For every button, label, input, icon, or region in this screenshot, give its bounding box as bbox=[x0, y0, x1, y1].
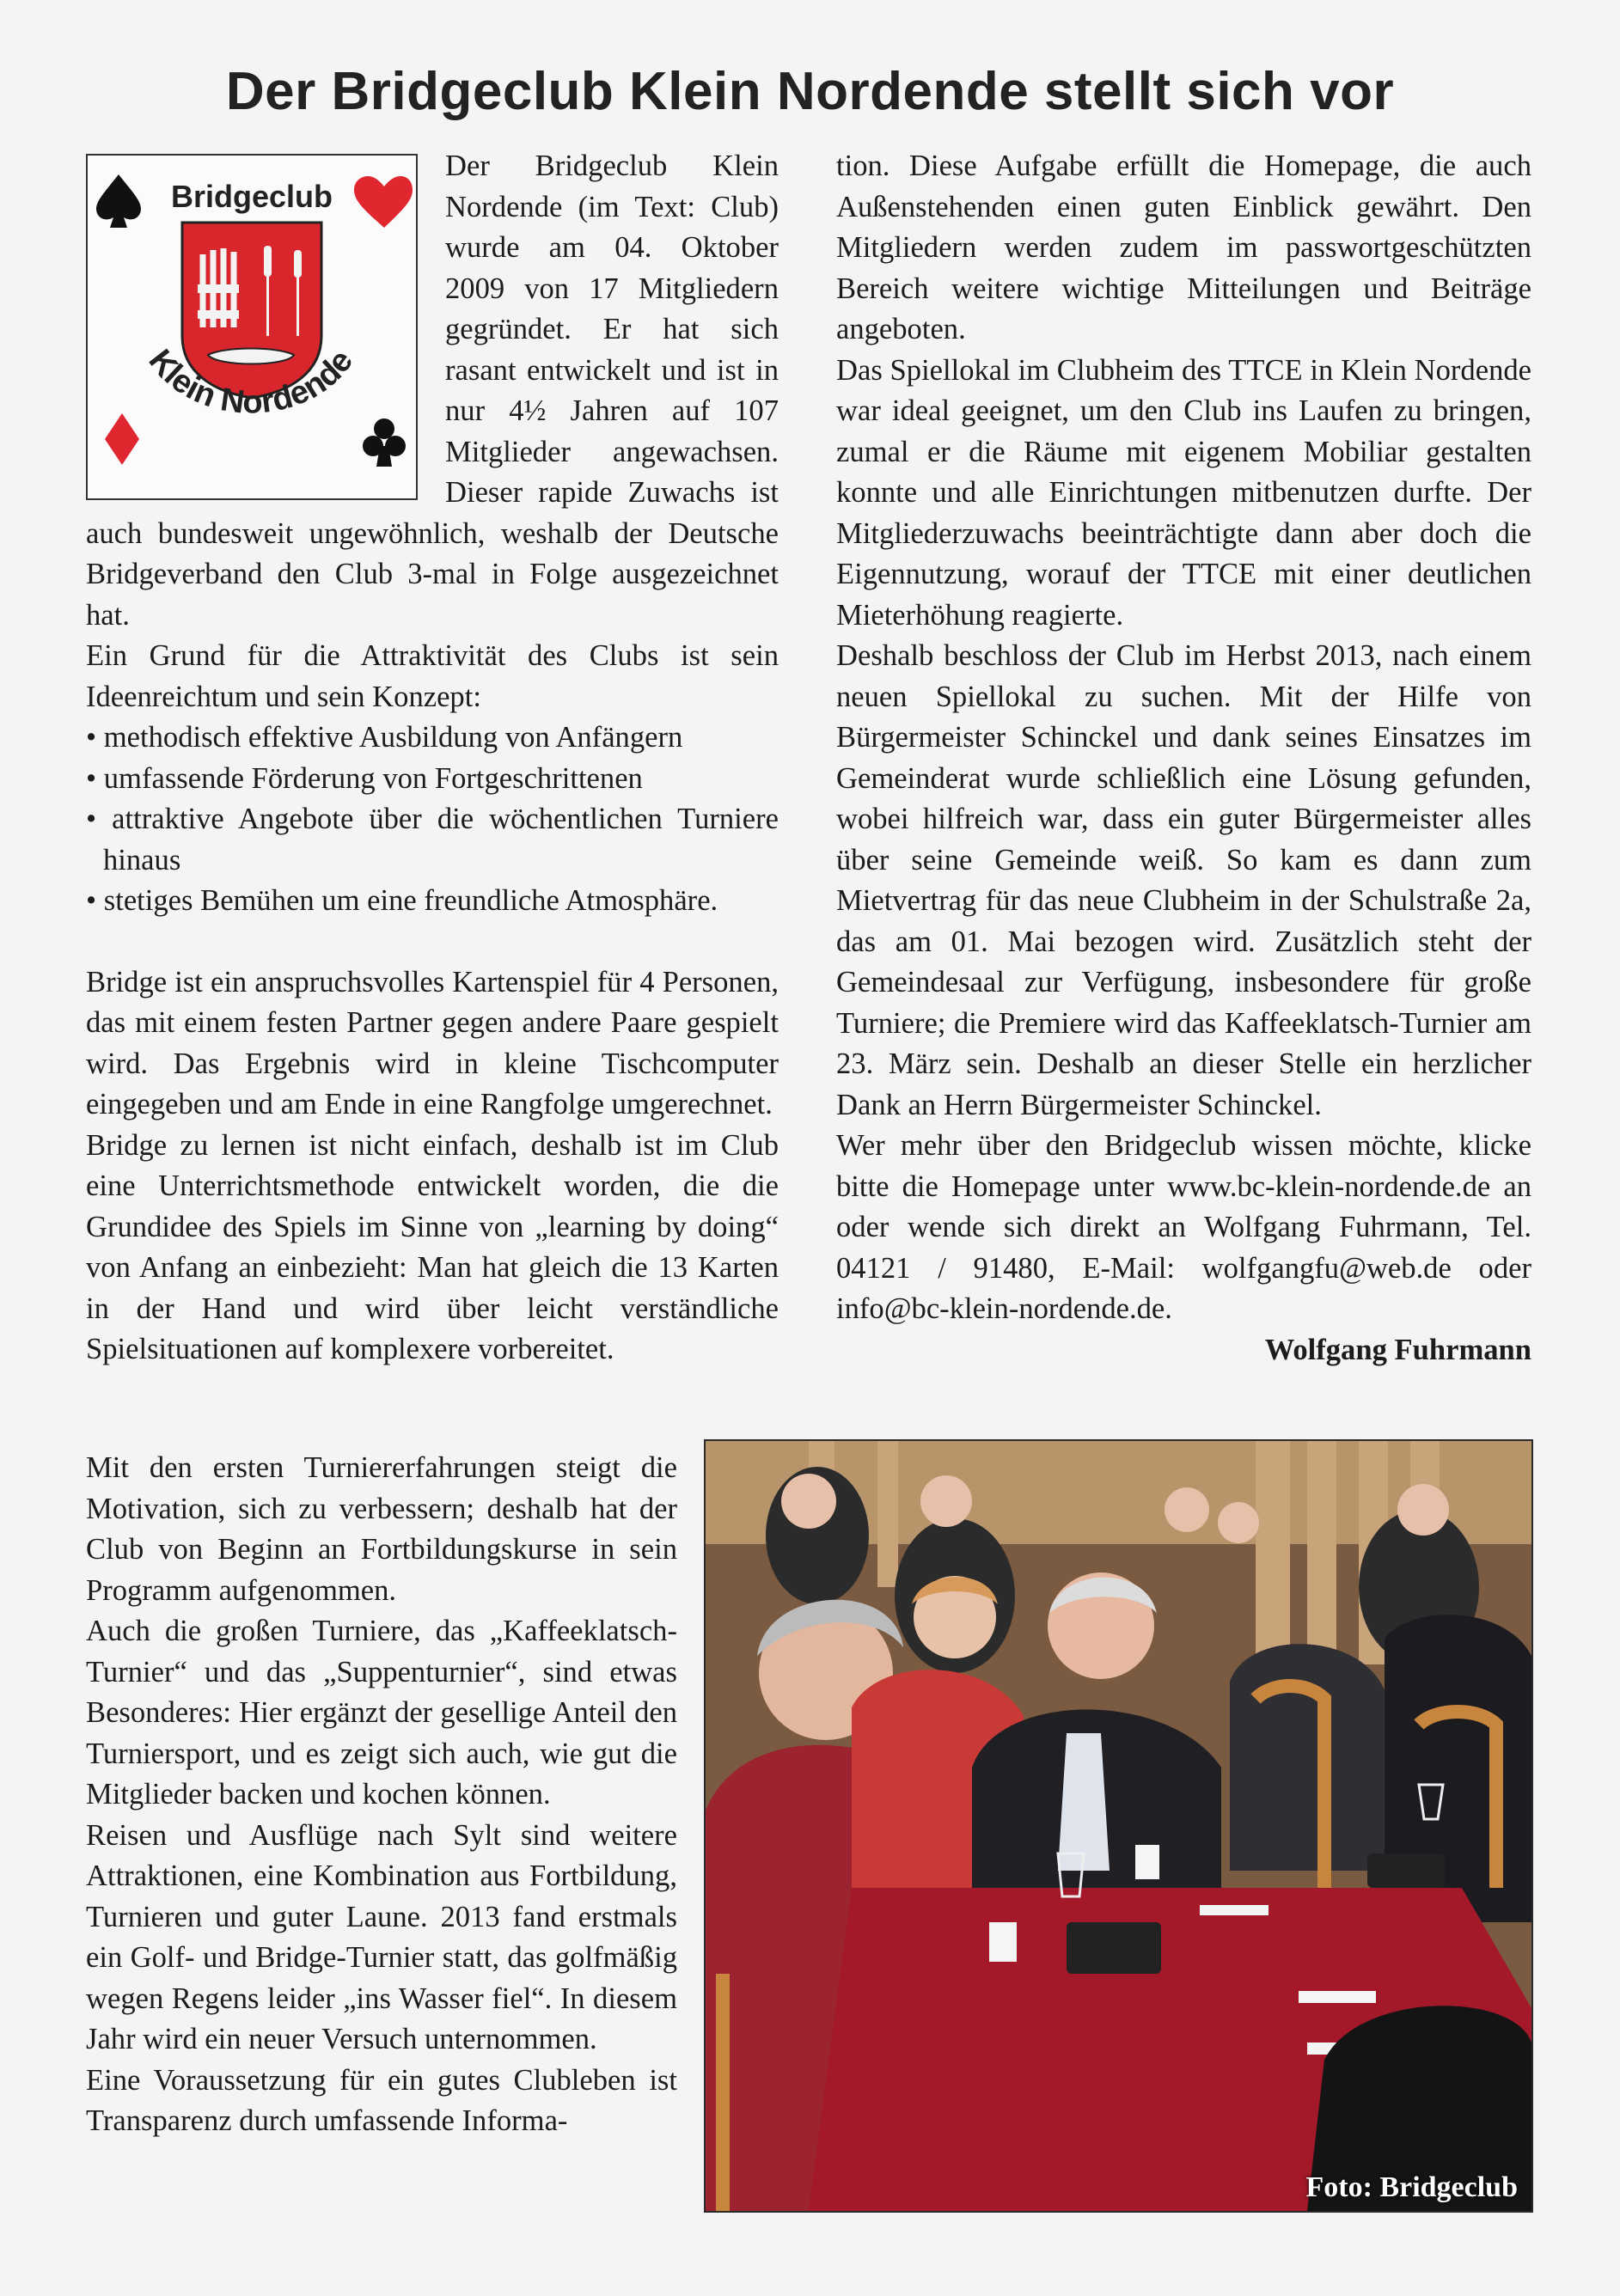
left-bottom-column bbox=[86, 1448, 677, 2142]
transparency-paragraph: Eine Voraussetzung für ein gutes Clubleben ist Transparenz durch umfassende Informa- bbox=[86, 2063, 677, 2137]
motivation-paragraph: Mit den ersten Turniererfahrungen steigt die Motivation, sich zu verbessern; deshalb hat der Club von Beginn an Fortbildungskurse in sein Programm aufgenommen. bbox=[86, 1451, 677, 1607]
intro-paragraph: Der Bridgeclub Klein Nordende (im Text: Club) wurde am 04. Oktober 2009 von 17 Mitgliedern gegründet. Er hat sich rasant entwickelt und ist in nur 4½ Jahren auf 107 Mitglieder angewachsen. Dieser rapide Zuwachs ist auch bundesweit ungewöhnlich, weshalb der Deutsche Bridgeverband den Club 3-mal in Folge ausgezeichnet hat. bbox=[86, 150, 779, 632]
photo-scene bbox=[706, 1441, 1531, 2211]
list-item: • umfassende Förderung von Fortgeschrittenen bbox=[86, 759, 779, 800]
bridge-paragraph: Bridge ist ein anspruchsvolles Kartenspiel für 4 Personen, das mit einem festen Partner gegen andere Paare gespielt wird. Das Ergebnis wird in kleine Tischcomputer eingegeben und am Ende in eine Rangfolge umgerechnet. bbox=[86, 965, 779, 1121]
logo-top-text: Bridgeclub bbox=[170, 179, 333, 214]
author-byline: Wolfgang Fuhrmann bbox=[1264, 1333, 1531, 1366]
venue-paragraph: Das Spiellokal im Clubheim des TTCE in Klein Nordende war ideal geeignet, um den Club ins Laufen zu bringen, zumal er die Räume mit eigenem Mobiliar gestalten konnte und alle Einrichtungen mitbenutzen durfte. Der Mitgliederzuwachs beeinträchtigte dann aber doch die Eigennutzung, worauf der TTCE mit einer deutlichen Mieterhöhung reagierte. bbox=[836, 353, 1531, 632]
learning-paragraph: Bridge zu lernen ist nicht einfach, deshalb ist im Club eine Unterrichtsmethode entwickelt worden, die die Grundidee des Spiels im Sinne von „learning by doing“ von Anfang an einbezieht: Man hat gleich die 13 Karten in der Hand und wird über leicht verständliche Spielsituationen auf komplexere vorbereitet. bbox=[86, 1128, 779, 1365]
list-item: • stetiges Bemühen um eine freundliche Atmosphäre. bbox=[86, 881, 779, 922]
photo-credit: Foto: Bridgeclub bbox=[1305, 2171, 1518, 2203]
contact-paragraph: Wer mehr über den Bridgeclub wissen möchte, klicke bitte die Homepage unter www.bc-klein-nordende.de an oder wende sich direkt an Wolfgang Fuhrmann, Tel. 04121 / 91480, E-Mail: wolfgangfu@web.de oder info@bc-klein-nordende.de. bbox=[836, 1129, 1531, 1325]
coat-of-arms bbox=[182, 223, 321, 398]
travel-paragraph: Reisen und Ausflüge nach Sylt sind weitere Attraktionen, eine Kombination aus Fortbildung, Turnieren und guter Laune. 2013 fand erstmals ein Golf- und Bridge-Turnier statt, das golfmäßig wegen Regens leider „ins Wasser fiel“. In diesem Jahr wird ein neuer Versuch unternommen. bbox=[86, 1818, 677, 2055]
tournaments-paragraph: Auch die großen Turniere, das „Kaffeeklatsch-Turnier“ und das „Suppenturnier“, sind etwas Besonderes: Hier ergänzt der gesellige Anteil den Turniersport, und es zeigt sich auch, wie gut die Mitglieder backen und kochen können. bbox=[86, 1615, 677, 1811]
new-venue-paragraph: Deshalb beschloss der Club im Herbst 2013, nach einem neuen Spiellokal zu suchen. Mit der Hilfe von Bürgermeister Schinckel und dank seines Einsatzes im Gemeinderat wurde schließlich eine Lösung gefunden, wobei hilfreich war, dass ein guter Bürgermeister alles über seine Gemeinde weiß. So kam es dann zum Mietvertrag für das neue Clubheim in der Schulstraße 2a, das am 01. Mai bezogen wird. Zusätzlich steht der Gemeindesaal zur Verfügung, insbesondere für große Turniere; die Premiere wird das Kaffeeklatsch-Turnier am 23. März sein. Deshalb an dieser Stelle ein herzlicher Dank an Herrn Bürgermeister Schinckel. bbox=[836, 639, 1531, 1121]
headline: Der Bridgeclub Klein Nordende stellt sich vor bbox=[225, 62, 1395, 121]
club-logo bbox=[86, 154, 418, 500]
logo-bottom-text: Klein Nordende bbox=[141, 343, 361, 421]
spade-icon bbox=[96, 174, 141, 228]
club-logo-graphic bbox=[88, 156, 416, 498]
heart-icon bbox=[354, 176, 413, 228]
list-item: • attraktive Angebote über die wöchentlichen Turniere hinaus bbox=[86, 799, 779, 881]
left-column bbox=[86, 146, 779, 1371]
homepage-paragraph: tion. Diese Aufgabe erfüllt die Homepage, die auch Außenstehenden einen guten Einblick gewährt. Den Mitgliedern werden zudem im passwortgeschützten Bereich weitere wichtige Mitteilungen und Beiträge angeboten. bbox=[836, 150, 1531, 345]
diamond-icon bbox=[105, 413, 139, 465]
right-column bbox=[836, 146, 1531, 1371]
club-photo bbox=[704, 1439, 1533, 2213]
club-suit-icon bbox=[363, 418, 406, 467]
concept-list bbox=[86, 718, 779, 922]
list-item: • methodisch effektive Ausbildung von Anfängern bbox=[86, 718, 779, 759]
paragraph-gap bbox=[86, 922, 779, 962]
reasons-intro: Ein Grund für die Attraktivität des Clubs ist sein Ideenreichtum und sein Konzept: bbox=[86, 639, 779, 713]
